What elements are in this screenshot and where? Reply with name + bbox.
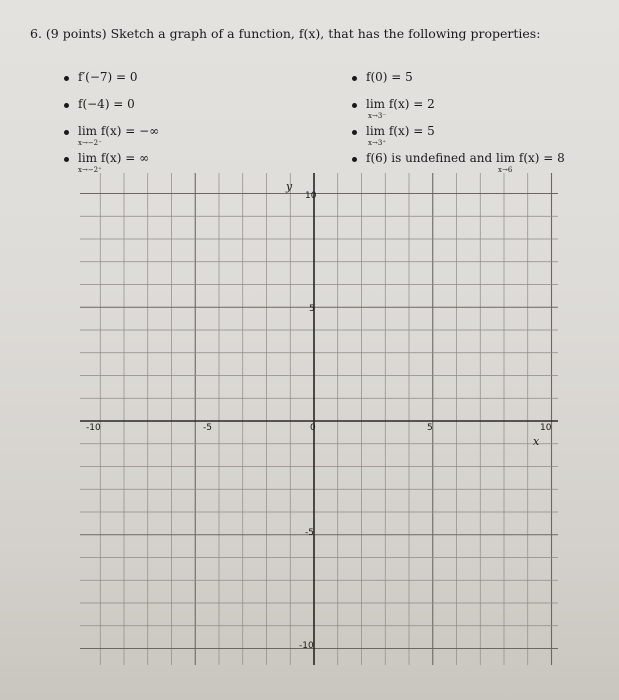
y-tick-label: 5 bbox=[309, 304, 315, 314]
x-tick-label: -10 bbox=[86, 423, 101, 433]
y-axis-label: y bbox=[286, 180, 293, 193]
property-text: lim f(x) = 2 bbox=[366, 97, 435, 111]
x-tick-label: 0 bbox=[310, 423, 316, 433]
axes bbox=[80, 173, 558, 665]
x-axis-label: x bbox=[533, 435, 540, 448]
question-heading: 6. (9 points) Sketch a graph of a function, f(x), that has the following properties: bbox=[30, 26, 541, 41]
y-tick-label: 10 bbox=[305, 191, 317, 201]
y-tick-label: -10 bbox=[299, 641, 314, 651]
limit-subscript: x→−2⁻ bbox=[78, 139, 102, 147]
property-text: lim f(x) = 5 bbox=[366, 124, 435, 138]
property-text: f(−4) = 0 bbox=[78, 97, 135, 111]
grid-lines bbox=[80, 173, 558, 665]
property-text: lim f(x) = ∞ bbox=[78, 151, 150, 165]
limit-subscript: x→−2⁺ bbox=[78, 166, 102, 174]
y-tick-label: -5 bbox=[305, 528, 314, 538]
property-text: f′(−7) = 0 bbox=[78, 70, 138, 84]
limit-subscript: x→3⁻ bbox=[368, 112, 386, 120]
limit-subscript: x→3⁺ bbox=[368, 139, 386, 147]
x-tick-label: -5 bbox=[203, 423, 212, 433]
x-tick-label: 5 bbox=[427, 423, 433, 433]
property-text: f(0) = 5 bbox=[366, 70, 413, 84]
limit-subscript: x→6 bbox=[498, 166, 513, 174]
property-text: f(6) is undefined and lim f(x) = 8 bbox=[366, 151, 565, 165]
property-text: lim f(x) = −∞ bbox=[78, 124, 160, 138]
x-tick-label: 10 bbox=[540, 423, 552, 433]
